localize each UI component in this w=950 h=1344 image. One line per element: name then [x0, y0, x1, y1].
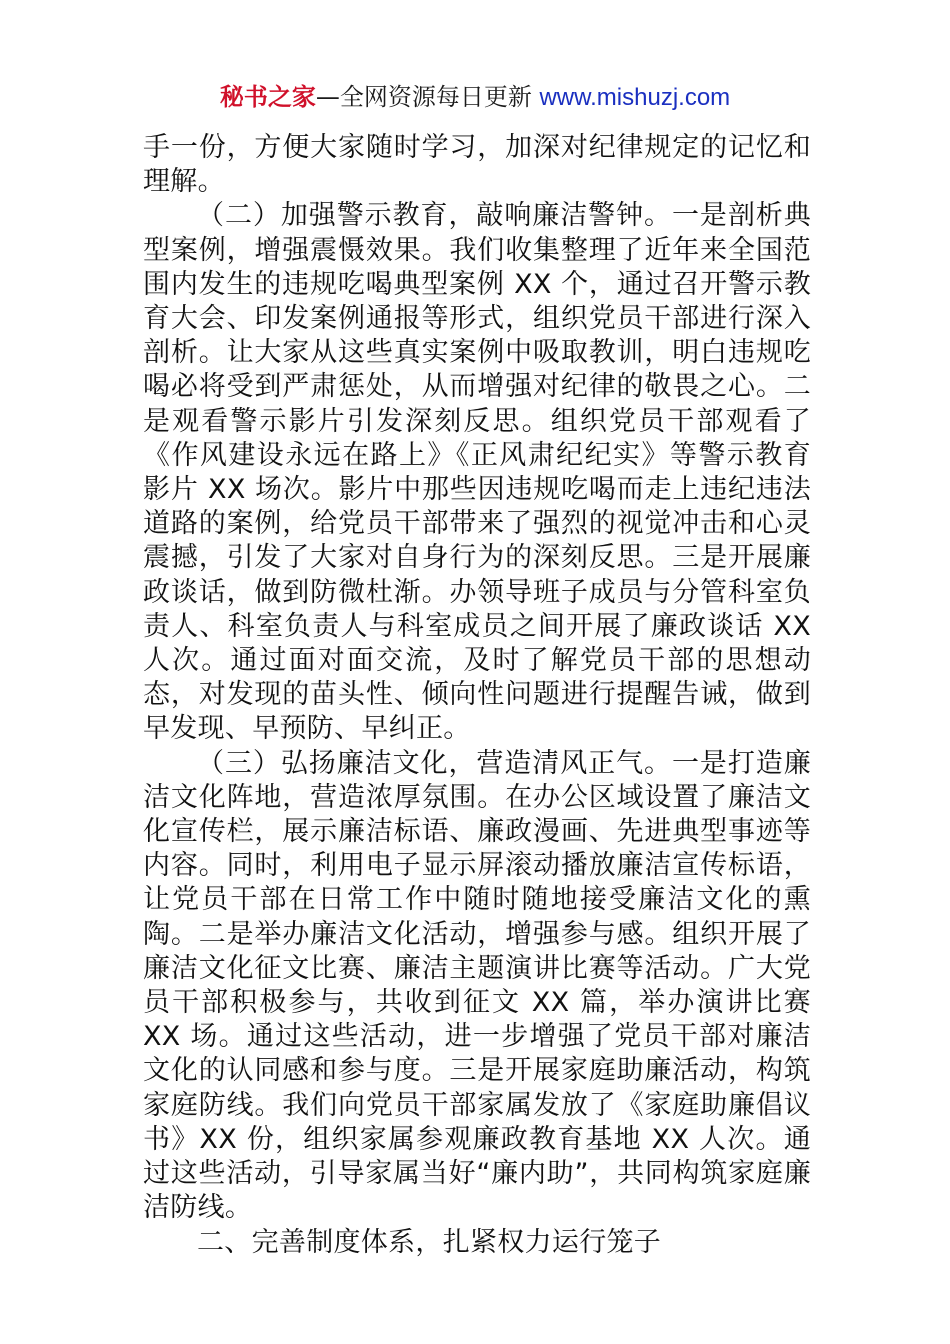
paragraph-integrity-culture: （三）弘扬廉洁文化，营造清风正气。一是打造廉洁文化阵地，营造浓厚氛围。在办公区域设置了廉洁文化宣传栏，展示廉洁标语、廉政漫画、先进典型事迹等内容。同时，利用电子显示屏滚动播放廉洁宣传标语，让党员干部在日常工作中随时随地接受廉洁文化的熏陶。二是举办廉洁文化活动，增强参与感。组织开展了廉洁文化征文比赛、廉洁主题演讲比赛等活动。广大党员干部积极参与，共收到征文 XX 篇，举办演讲比赛 XX 场。通过这些活动，进一步增强了党员干部对廉洁文化的认同感和参与度。三是开展家庭助廉活动，构筑家庭防线。我们向党员干部家属发放了《家庭助廉倡议书》XX 份，组织家属参观廉政教育基地 XX 人次。通过这些活动，引导家属当好“廉内助”，共同构筑家庭廉洁防线。 — [143, 747, 811, 1224]
site-brand: 秘书之家 — [219, 83, 316, 111]
section-heading: 二、完善制度体系，扎紧权力运行笼子 — [197, 1226, 662, 1258]
paragraph-warning-education: （二）加强警示教育，敲响廉洁警钟。一是剖析典型案例，增强震慑效果。我们收集整理了近年来全国范围内发生的违规吃喝典型案例 XX 个，通过召开警示教育大会、印发案例通报等形式，组织党员干部进行深入剖析。让大家从这些真实案例中吸取教训，明白违规吃喝必将受到严肃惩处，从而增强对纪律的敬畏之心。二是观看警示影片引发深刻反思。组织党员干部观看了《作风建设永远在路上》《正风肃纪纪实》等警示教育影片 XX 场次。影片中那些因违规吃喝而走上违纪违法道路的案例，给党员干部带来了强烈的视觉冲击和心灵震撼，引发了大家对自身行为的深刻反思。三是开展廉政谈话，做到防微杜渐。办领导班子成员与分管科室负责人、科室负责人与科室成员之间开展了廉政谈话 XX 人次。通过面对面交流，及时了解党员干部的思想动态，对发现的苗头性、倾向性问题进行提醒告诫，做到早发现、早预防、早纠正。 — [143, 200, 811, 745]
document-body — [143, 131, 811, 1260]
site-url[interactable]: www.mishuzj.com — [539, 84, 731, 111]
site-banner — [0, 80, 950, 115]
paragraph-continuation: 手一份，方便大家随时学习，加深对纪律规定的记忆和理解。 — [143, 132, 811, 198]
site-tagline: —全网资源每日更新 — [315, 83, 540, 111]
